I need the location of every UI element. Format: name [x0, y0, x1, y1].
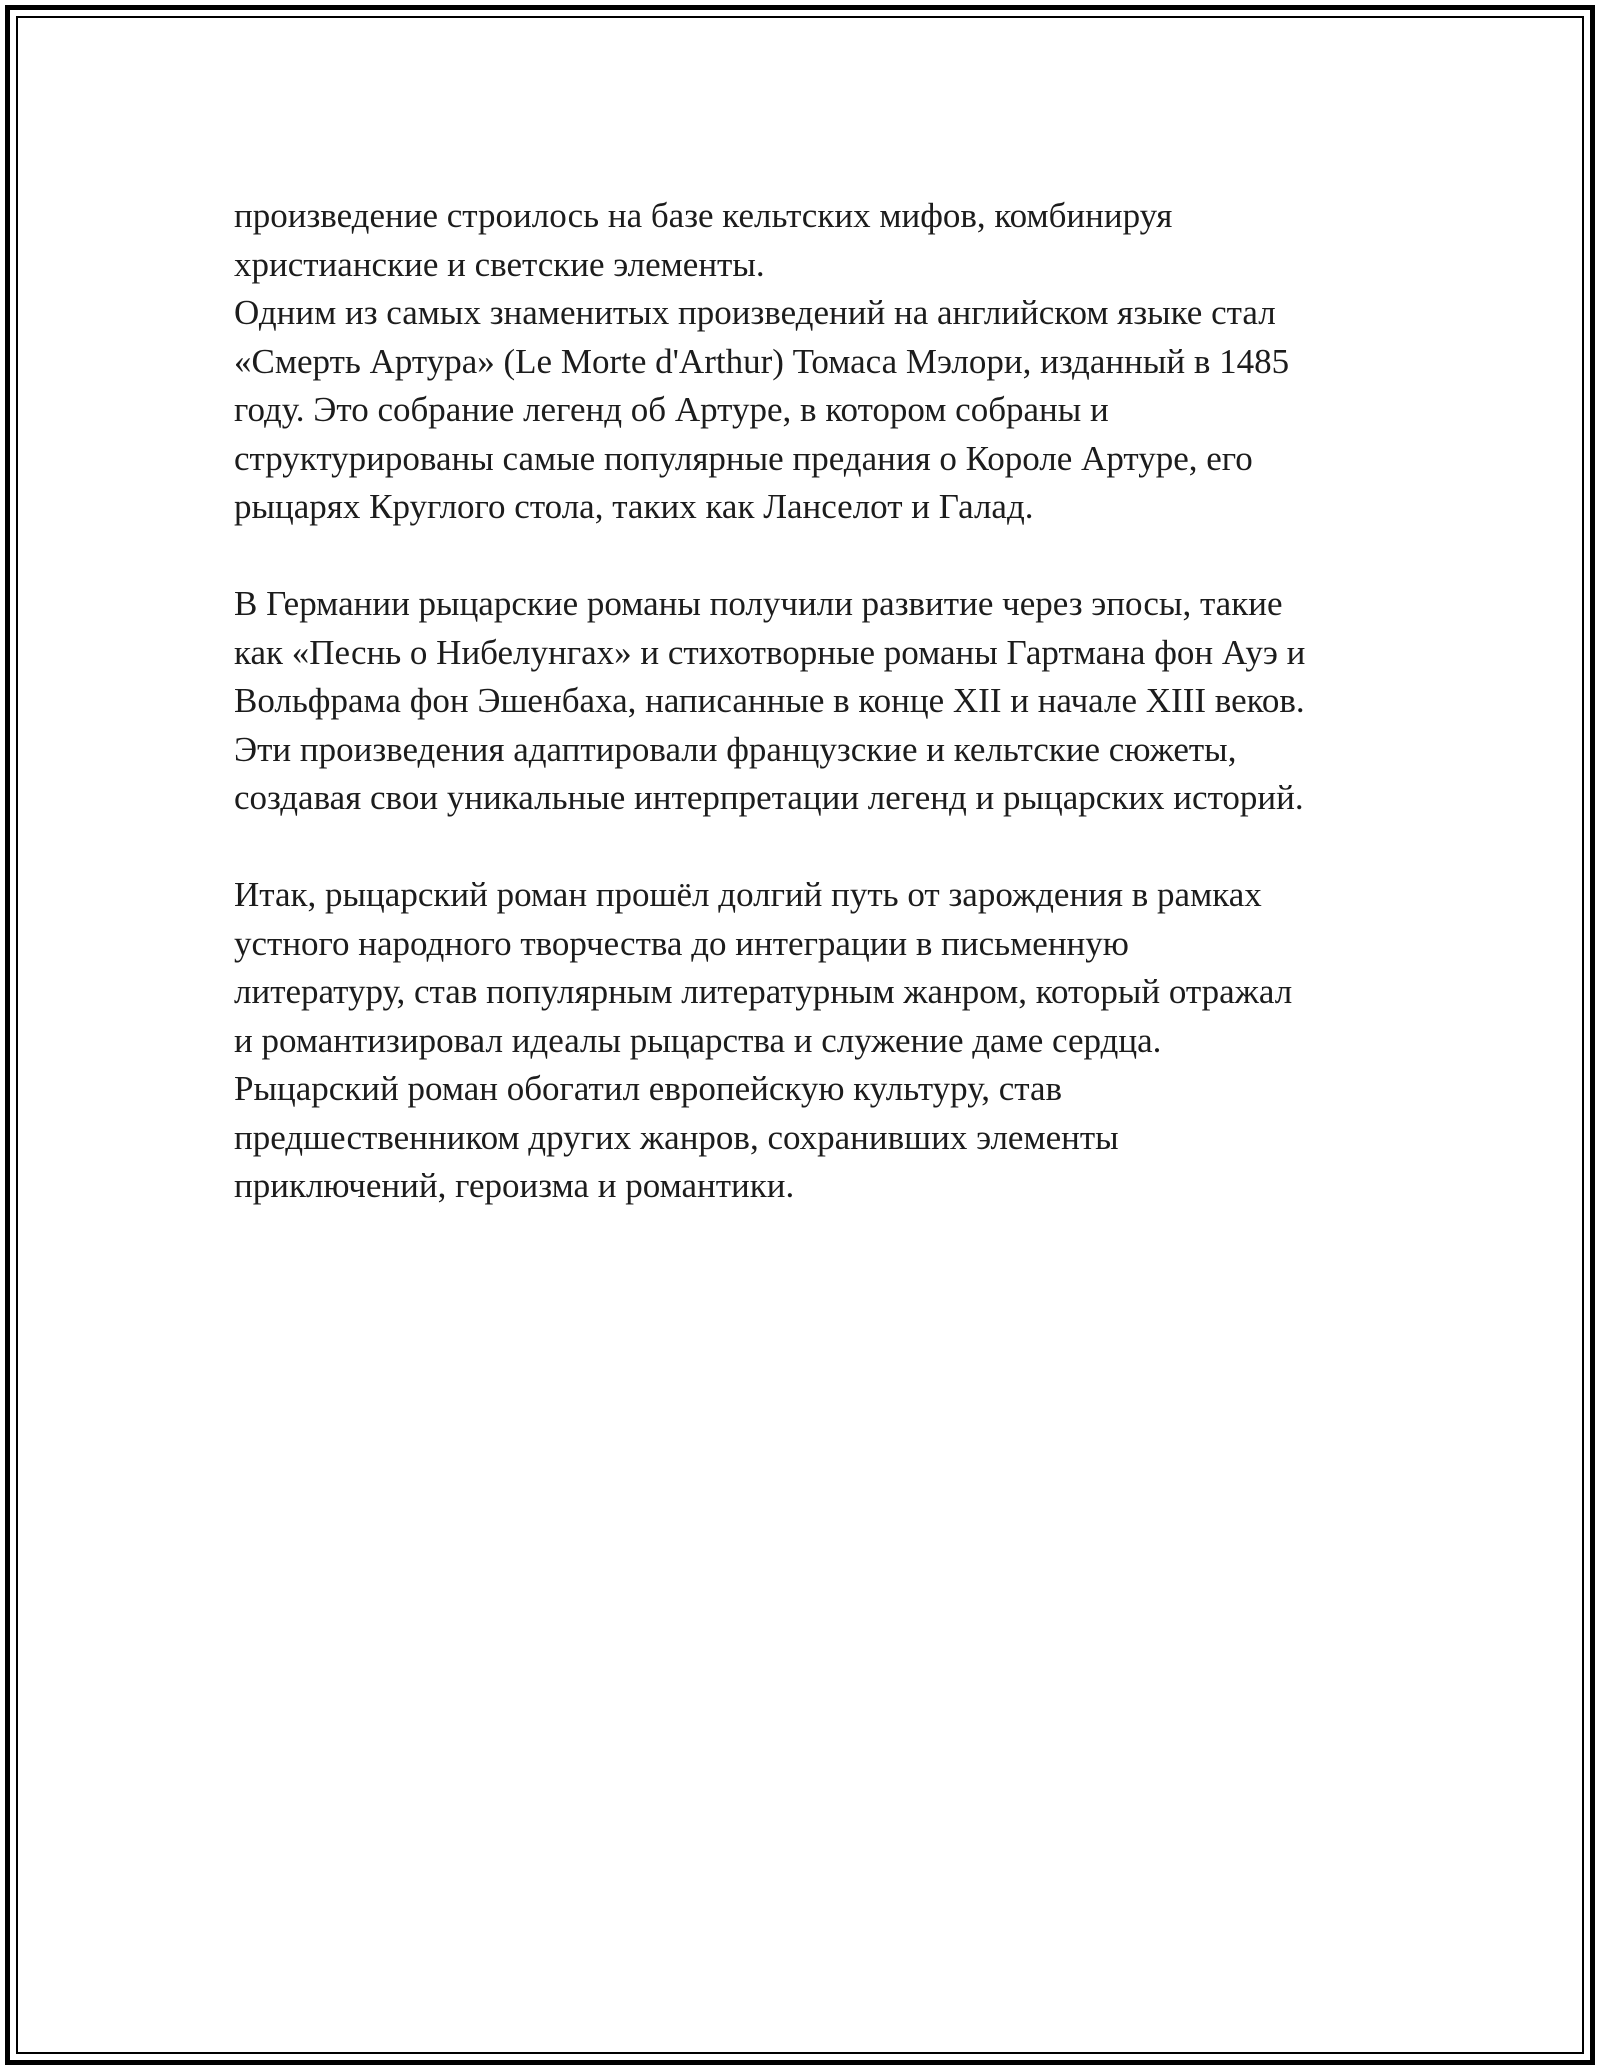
- text-line: произведение строилось на базе кельтских мифов, комбинируя: [234, 196, 1173, 235]
- text-line: предшественником других жанров, сохранивших элементы: [234, 1117, 1119, 1157]
- text-line: Вольфрама фон Эшенбаха, написанные в конце XII и начале XIII веков.: [234, 681, 1305, 720]
- text-line: Эти произведения адаптировали французские и кельтские сюжеты,: [234, 729, 1237, 769]
- text-line: Рыцарский роман обогатил европейскую культуру, став: [234, 1069, 1063, 1108]
- text-line: создавая свои уникальные интерпретации легенд и рыцарских историй.: [234, 778, 1304, 817]
- text-line: как «Песнь о Нибелунгах» и стихотворные романы Гартмана фон Ауэ и: [234, 632, 1306, 672]
- paragraph-gap: [234, 532, 1414, 581]
- text-line: устного народного творчества до интеграции в письменную: [234, 923, 1129, 963]
- text-line: литературу, став популярным литературным жанром, который отражал: [234, 972, 1293, 1011]
- text-line: году. Это собрание легенд об Артуре, в котором собраны и: [234, 390, 1109, 429]
- text-line: христианские и светские элементы.: [234, 244, 765, 284]
- text-line: и романтизировал идеалы рыцарства и служение даме сердца.: [234, 1020, 1162, 1060]
- text-line: структурированы самые популярные предания о Короле Артуре, его: [234, 438, 1253, 478]
- text-line: рыцарях Круглого стола, таких как Ланселот и Галад.: [234, 487, 1034, 526]
- text-line: Одним из самых знаменитых произведений на английском языке стал: [234, 293, 1276, 332]
- document-body: [234, 192, 1414, 1211]
- page-frame: [5, 5, 1595, 2065]
- text-line: Итак, рыцарский роман прошёл долгий путь от зарождения в рамках: [234, 875, 1262, 914]
- text-line: «Смерть Артура» (Le Morte d'Arthur) Томаса Мэлори, изданный в 1485: [234, 341, 1290, 381]
- text-line: приключений, героизма и романтики.: [234, 1166, 795, 1205]
- text-line: В Германии рыцарские романы получили развитие через эпосы, такие: [234, 584, 1283, 623]
- paragraph-gap: [234, 823, 1414, 872]
